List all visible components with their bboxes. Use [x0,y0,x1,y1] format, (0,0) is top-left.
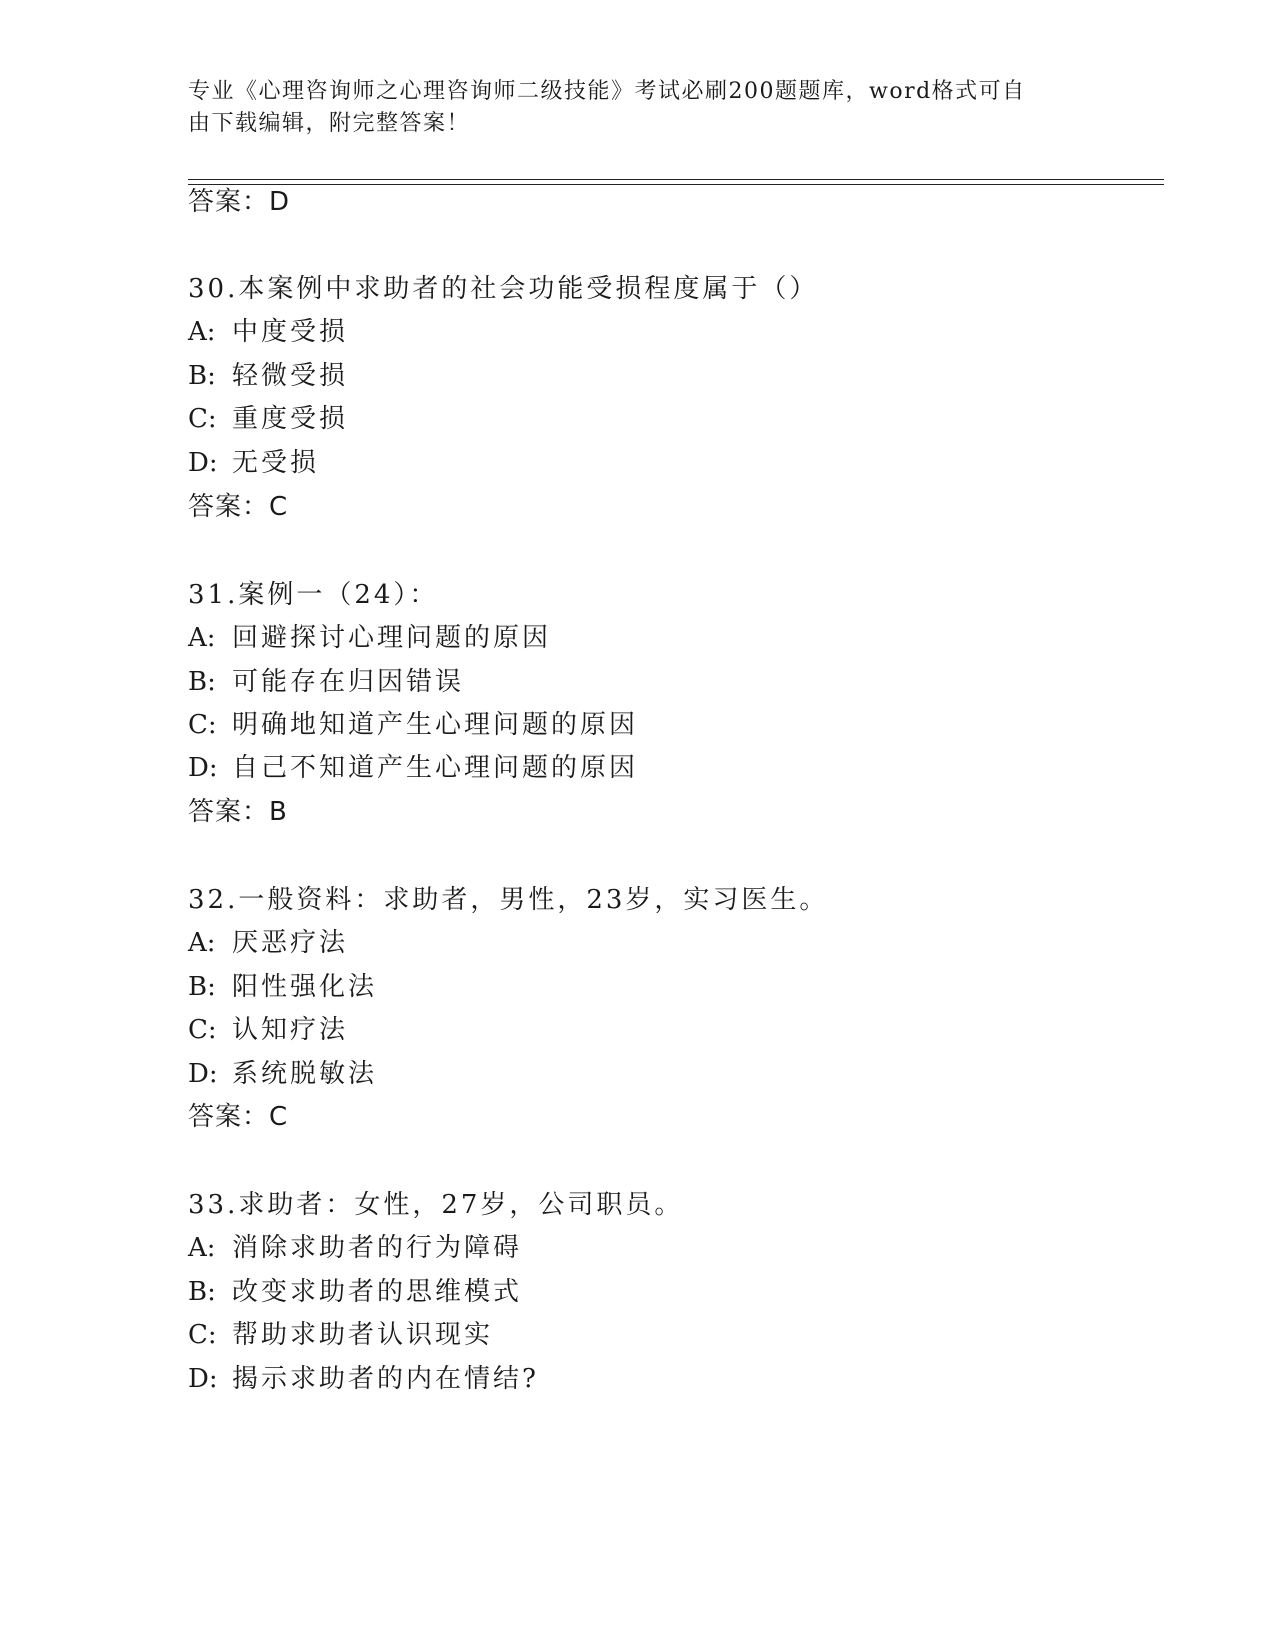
option-c [188,709,638,741]
option-text: 系统脱敏法 [232,1059,378,1089]
option-text: 揭示求助者的内在情结? [232,1364,539,1394]
question-30: 30.本案例中求助者的社会功能受损程度属于（） [188,274,819,304]
option-text: 自己不知道产生心理问题的原因 [232,753,639,783]
option-text: 可能存在归因错误 [232,667,465,697]
question-32: 32.一般资料：求助者，男性，23岁，实习医生。 [188,885,829,915]
option-text: 认知疗法 [232,1015,349,1045]
option-letter: B: [188,361,216,391]
option-text: 明确地知道产生心理问题的原因 [232,710,639,740]
option-a [188,316,348,348]
option-a [188,1232,522,1264]
option-text: 消除求助者的行为障碍 [232,1233,523,1263]
option-letter: D: [188,753,218,783]
option-a [188,927,348,959]
option-b [188,360,348,392]
option-letter: D: [188,1364,218,1394]
option-letter: C: [188,1015,217,1045]
header-divider-bottom [188,184,1164,185]
option-b [188,971,377,1003]
answer-line: 答案：B [188,797,288,827]
option-letter: C: [188,710,217,740]
option-letter: B: [188,972,216,1002]
option-letter: D: [188,448,218,478]
option-letter: A: [188,1233,216,1263]
answer-line: 答案：C [188,1102,289,1132]
option-letter: A: [188,928,216,958]
option-text: 无受损 [232,448,320,478]
option-c [188,1014,348,1046]
option-d [188,1058,377,1090]
option-letter: D: [188,1059,218,1089]
option-letter: B: [188,1277,216,1307]
option-text: 阳性强化法 [232,972,378,1002]
option-a [188,622,551,654]
option-text: 轻微受损 [232,361,349,391]
option-letter: C: [188,404,217,434]
question-31: 31.案例一（24）： [188,580,439,610]
option-d [188,447,319,479]
option-letter: A: [188,623,216,653]
answer-line: 答案：C [188,492,289,522]
answer-line: 答案：D [188,187,291,217]
header-line-2: 由下载编辑，附完整答案！ [188,111,471,136]
option-letter: C: [188,1320,217,1350]
header-divider-top [188,179,1164,180]
option-text: 改变求助者的思维模式 [232,1277,523,1307]
question-33: 33.求助者：女性，27岁，公司职员。 [188,1190,684,1220]
option-text: 重度受损 [232,404,349,434]
option-text: 回避探讨心理问题的原因 [232,623,552,653]
option-c [188,1319,493,1351]
option-letter: B: [188,667,216,697]
option-text: 厌恶疗法 [232,928,349,958]
option-d [188,1363,539,1395]
option-b [188,666,464,698]
option-c [188,403,348,435]
document-header [188,76,1088,140]
header-line-1: 专业《心理咨询师之心理咨询师二级技能》考试必刷200题题库，word格式可自 [188,79,1026,104]
option-d [188,752,638,784]
option-text: 中度受损 [232,317,349,347]
option-text: 帮助求助者认识现实 [232,1320,494,1350]
option-letter: A: [188,317,216,347]
option-b [188,1276,522,1308]
